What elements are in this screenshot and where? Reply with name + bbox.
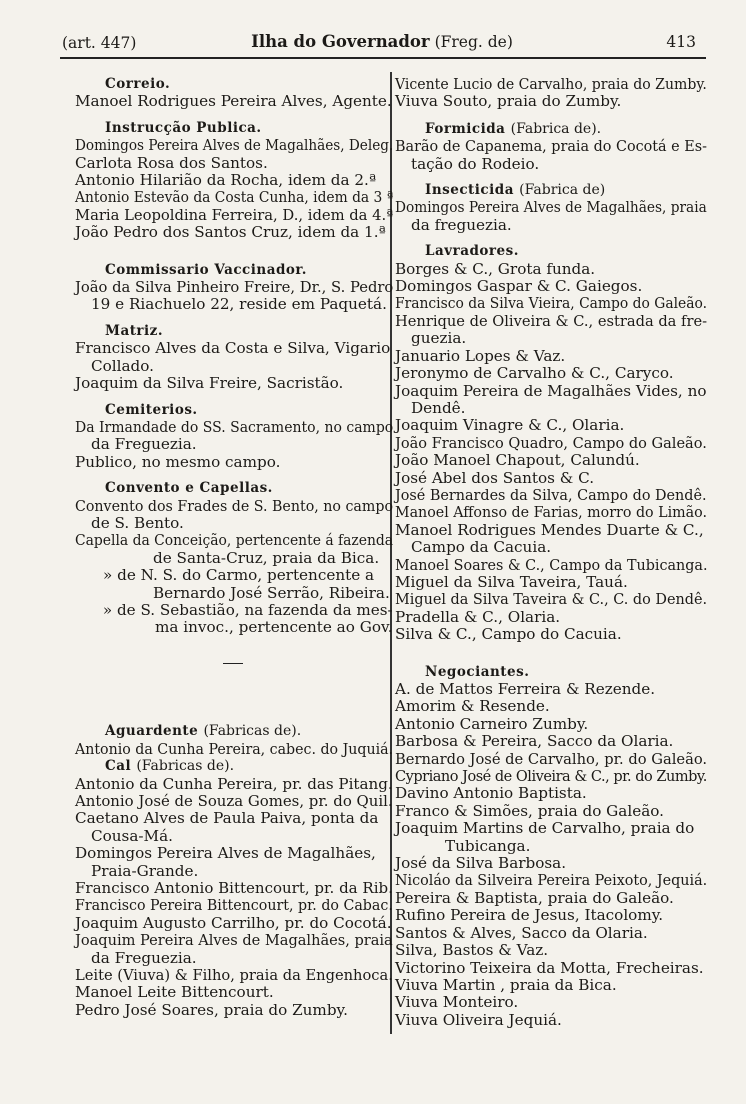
section-heading: Cemiterios. xyxy=(105,401,198,418)
section-heading: Instrucção Publica. xyxy=(105,119,262,136)
entry-line: Domingos Pereira Alves de Magalhães, xyxy=(75,844,376,863)
entry-line: Silva & C., Campo do Cacuia. xyxy=(395,625,622,644)
entry-continuation: Praia-Grande. xyxy=(91,861,199,880)
entry-line: Caetano Alves de Paula Paiva, ponta da xyxy=(75,809,379,828)
entry-continuation: 19 e Riachuelo 22, reside em Paquetá. xyxy=(91,295,387,314)
heading-text: Formicida xyxy=(425,120,506,137)
entry-line: Manoel Rodrigues Pereira Alves, Agente. xyxy=(75,92,392,111)
entry-line: Joaquim Vinagre & C., Olaria. xyxy=(395,416,625,435)
entry-line: » de N. S. do Carmo, pertencente a xyxy=(103,566,375,585)
entry-line: Domingos Gaspar & C. Gaiegos. xyxy=(395,277,643,296)
entry-line: Francisco Alves da Costa e Silva, Vigario xyxy=(75,339,391,358)
heading-note: (Fabrica de). xyxy=(510,120,602,137)
entry-line: Rufino Pereira de Jesus, Itacolomy. xyxy=(395,906,664,925)
entry-line: Santos & Alves, Sacco da Olaria. xyxy=(395,923,648,942)
entry-line: Victorino Teixeira da Motta, Frecheiras. xyxy=(395,958,704,977)
article-reference: (art. 447) xyxy=(62,34,137,52)
entry-continuation: de Santa-Cruz, praia da Bica. xyxy=(153,548,380,567)
entry-line: Cypriano José de Oliveira & C., pr. do Zumby. xyxy=(395,767,707,786)
entry-continuation: da freguezia. xyxy=(411,215,512,234)
right-column xyxy=(395,76,707,1029)
entry-line: João da Silva Pinheiro Freire, Dr., S. Pedro xyxy=(75,278,394,297)
entry-line: Viuva Oliveira Jequiá. xyxy=(395,1010,562,1029)
entry-line: Joaquim da Silva Freire, Sacristão. xyxy=(75,374,344,393)
entry-continuation: ma invoc., pertencente ao Gov. xyxy=(155,618,393,637)
heading-note: (Fabricas de). xyxy=(136,758,235,775)
entry-line: Pereira & Baptista, praia do Galeão. xyxy=(395,888,674,907)
entry-line: Francisco Pereira Bittencourt, pr. do Cabac. xyxy=(75,896,393,915)
entry-line: A. de Mattos Ferreira & Rezende. xyxy=(395,680,656,698)
entry-line: Francisco Antonio Bittencourt, pr. da Rib. xyxy=(75,878,393,897)
entry-line: Joaquim Augusto Carrilho, pr. do Cocotá. xyxy=(75,913,392,932)
entry-continuation: tação do Rodeio. xyxy=(411,154,540,173)
entry-line: » de S. Sebastião, na fazenda da mes- xyxy=(102,600,393,619)
entry-line: João Francisco Quadro, Campo do Galeão. xyxy=(395,433,707,452)
entry-line: Publico, no mesmo campo. xyxy=(75,452,281,471)
entry-line: Antonio da Cunha Pereira, pr. das Pitang. xyxy=(75,774,393,793)
entry-line: Miguel da Silva Taveira, Tauá. xyxy=(395,572,628,591)
entry-line: Da Irmandade do SS. Sacramento, no campo xyxy=(75,417,394,436)
header-rule xyxy=(60,57,706,59)
entry-line: Viuva Souto, praia do Zumby. xyxy=(395,92,622,111)
entry-line: Amorim & Resende. xyxy=(395,697,550,716)
heading-text: Insecticida xyxy=(425,182,514,199)
entry-line: Nicoláo da Silveira Pereira Peixoto, Jequiá. xyxy=(395,871,708,890)
section-heading xyxy=(395,121,707,138)
entry-line: Silva, Bastos & Vaz. xyxy=(395,941,549,960)
section-heading xyxy=(75,758,393,775)
entry-line: Francisco da Silva Vieira, Campo do Galeão. xyxy=(395,294,707,313)
entry-continuation: da Freguezia. xyxy=(91,435,197,454)
entry-continuation: de S. Bento. xyxy=(91,513,184,532)
entry-line: Barão de Capanema, praia do Cocotá e Es- xyxy=(395,137,707,156)
entry-line: Davino Antonio Baptista. xyxy=(395,784,587,803)
entry-line: Carlota Rosa dos Santos. xyxy=(75,153,268,172)
entry-line: José Abel dos Santos & C. xyxy=(395,468,595,487)
heading-note: (Fabricas de). xyxy=(203,723,302,740)
entry-continuation: guezia. xyxy=(411,329,467,348)
entry-line: João Manoel Chapout, Calundú. xyxy=(395,451,640,470)
entry-line: Viuva Monteiro. xyxy=(395,993,519,1012)
entry-continuation: Campo da Cacuia. xyxy=(411,538,552,557)
title-place: Ilha do Governador xyxy=(251,32,430,51)
entry-line: Viuva Martin , praia da Bica. xyxy=(395,975,617,994)
heading-note: (Fabrica de) xyxy=(519,182,606,199)
entry-line: Joaquim Martins de Carvalho, praia do xyxy=(395,819,695,838)
entry-line: Antonio da Cunha Pereira, cabec. do Juquiá. xyxy=(75,739,394,758)
entry-line: Domingos Pereira Alves de Magalhães, Deleg. xyxy=(75,136,394,155)
section-heading: Commissario Vaccinador. xyxy=(105,261,307,278)
section-heading xyxy=(395,182,707,199)
entry-line: José da Silva Barbosa. xyxy=(395,854,567,873)
entry-continuation: da Freguezia. xyxy=(91,948,197,967)
entry-line: Antonio Hilarião da Rocha, idem da 2.ª xyxy=(75,171,377,190)
entry-line: Pradella & C., Olaria. xyxy=(395,607,561,626)
page-number: 413 xyxy=(666,33,696,51)
section-heading: Negociantes. xyxy=(425,663,530,680)
entry-line: Januario Lopes & Vaz. xyxy=(395,346,566,365)
entry-line: José Bernardes da Silva, Campo do Dendê. xyxy=(395,485,707,504)
entry-continuation: Tubicanga. xyxy=(445,836,531,855)
entry-line: João Pedro dos Santos Cruz, idem da 1.ª xyxy=(75,223,386,242)
entry-line: Barbosa & Pereira, Sacco da Olaria. xyxy=(395,732,674,751)
entry-line: Domingos Pereira Alves de Magalhães, praia xyxy=(395,198,707,217)
entry-line: Jeronymo de Carvalho & C., Caryco. xyxy=(395,364,674,383)
entry-line: Manoel Rodrigues Mendes Duarte & C., xyxy=(395,520,704,539)
section-heading: Convento e Capellas. xyxy=(105,480,273,497)
entry-continuation: Collado. xyxy=(91,356,154,375)
entry-line: Manoel Leite Bittencourt. xyxy=(75,983,274,1002)
entry-line: Convento dos Frades de S. Bento, no campo xyxy=(75,496,394,515)
section-heading: Matriz. xyxy=(105,322,164,339)
entry-line: Franco & Simões, praia do Galeão. xyxy=(395,801,664,820)
entry-continuation: Dendê. xyxy=(411,398,466,417)
section-heading: Correio. xyxy=(105,76,171,92)
entry-line: Henrique de Oliveira & C., estrada da fre- xyxy=(395,311,708,330)
entry-line: Manoel Soares & C., Campo da Tubicanga. xyxy=(395,555,708,574)
entry-continuation: Bernardo José Serrão, Ribeira. xyxy=(153,583,390,602)
entry-line: Joaquim Pereira de Magalhães Vides, no xyxy=(395,381,707,400)
entry-line: Miguel da Silva Taveira & C., C. do Dendê. xyxy=(395,590,708,609)
heading-text: Cal xyxy=(105,758,132,775)
heading-text: Aguardente xyxy=(105,723,199,740)
section-heading xyxy=(75,723,393,740)
page-title xyxy=(62,32,702,51)
entry-line: Capella da Conceição, pertencente á fazenda xyxy=(75,531,394,550)
entry-line: Antonio Carneiro Zumby. xyxy=(395,714,589,733)
entry-line: Leite (Viuva) & Filho, praia da Engenhoca. xyxy=(75,965,393,984)
entry-line: Borges & C., Grota funda. xyxy=(395,259,596,278)
entry-continuation: Cousa-Má. xyxy=(91,826,173,845)
page-header xyxy=(62,30,702,56)
entry-line: Manoel Affonso de Farias, morro do Limão. xyxy=(395,503,707,522)
entry-line: Antonio José de Souza Gomes, pr. do Quil. xyxy=(75,791,393,810)
section-heading: Lavradores. xyxy=(425,243,519,260)
entry-line: Antonio Estevão da Costa Cunha, idem da 3 ª xyxy=(75,188,394,207)
entry-line: Maria Leopoldina Ferreira, D., idem da 4.ª xyxy=(75,205,394,224)
entry-line: Pedro José Soares, praia do Zumby. xyxy=(75,1000,348,1019)
entry-line: Vicente Lucio de Carvalho, praia do Zumby. xyxy=(395,75,707,93)
left-column xyxy=(75,76,393,1019)
entry-line: Bernardo José de Carvalho, pr. do Galeão. xyxy=(395,749,708,768)
entry-line: Joaquim Pereira Alves de Magalhães, praia xyxy=(75,931,393,950)
title-qualifier: (Freg. de) xyxy=(434,33,513,51)
